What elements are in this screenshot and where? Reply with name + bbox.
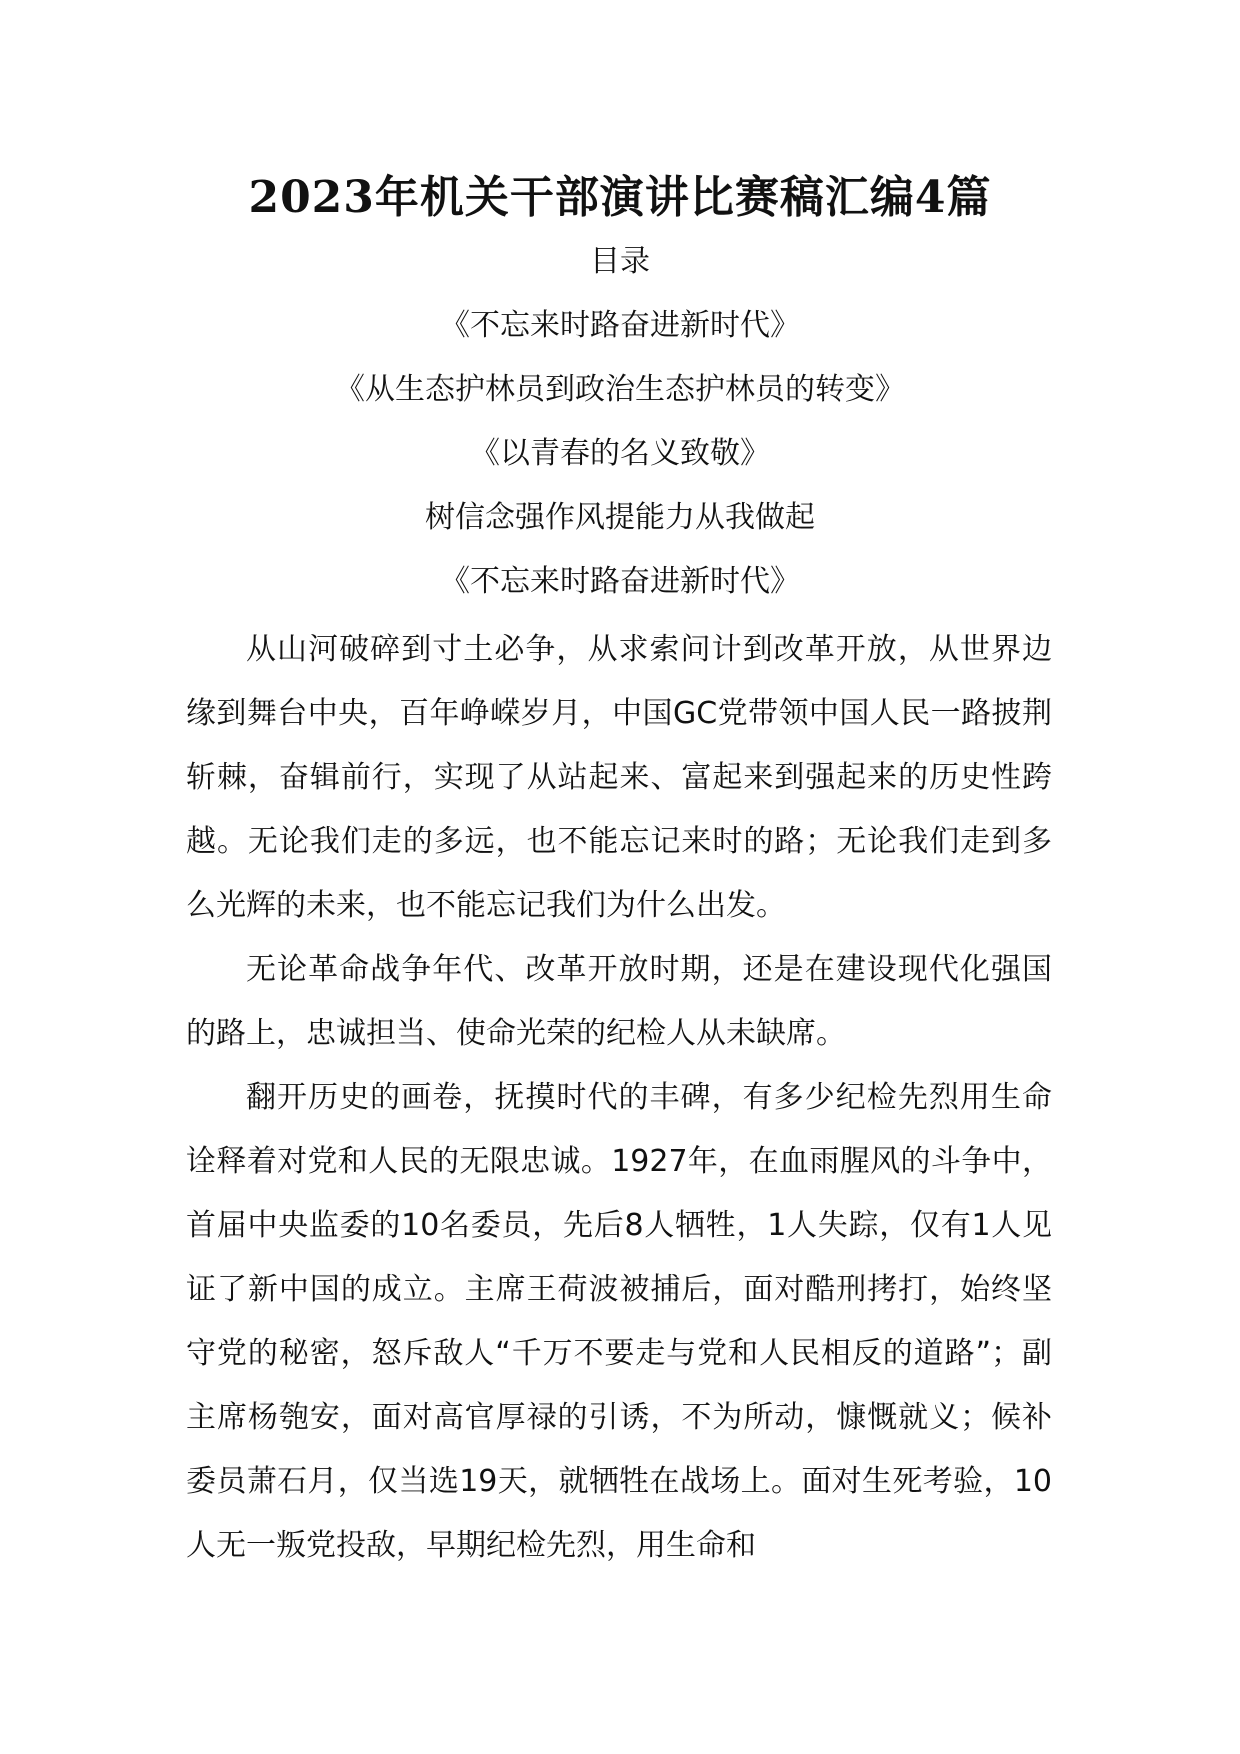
toc-item: 《从生态护林员到政治生态护林员的转变》 [335,372,905,407]
paragraph: 翻开历史的画卷，抚摸时代的丰碑，有多少纪检先烈用生命诠释着对党和人民的无限忠诚。1927年，在血雨腥风的斗争中，首届中央监委的10名委员，先后8人牺牲，1人失踪，仅有1人见证了新中国的成立。主席王荷波被捕后，面对酷刑拷打，始终坚守党的秘密，怒斥敌人“千万不要走与党和人民相反的道路”；副主席杨匏安，面对高官厚禄的引诱，不为所动，慷慨就义；候补委员萧石月，仅当选19天，就牺牲在战场上。面对生死考验，10人无一叛党投敌，早期纪检先烈，用生命和 [186,1080,1052,1563]
section-body [186,618,1052,1578]
toc-item: 《以青春的名义致敬》 [470,436,770,471]
paragraph: 从山河破碎到寸土必争，从求索问计到改革开放，从世界边缘到舞台中央，百年峥嵘岁月，中国GC党带领中国人民一路披荆斩棘，奋辑前行，实现了从站起来、富起来到强起来的历史性跨越。无论我们走的多远，也不能忘记来时的路；无论我们走到多么光辉的未来，也不能忘记我们为什么出发。 [186,632,1052,923]
toc-item: 树信念强作风提能力从我做起 [425,500,815,535]
toc-heading: 目录 [590,244,650,279]
toc-item: 《不忘来时路奋进新时代》 [440,308,800,343]
document-title: 2023年机关干部演讲比赛稿汇编4篇 [248,172,992,223]
paragraph: 无论革命战争年代、改革开放时期，还是在建设现代化强国的路上，忠诚担当、使命光荣的纪检人从未缺席。 [186,952,1052,1051]
section-title: 《不忘来时路奋进新时代》 [440,564,800,599]
table-of-contents [0,230,1240,614]
